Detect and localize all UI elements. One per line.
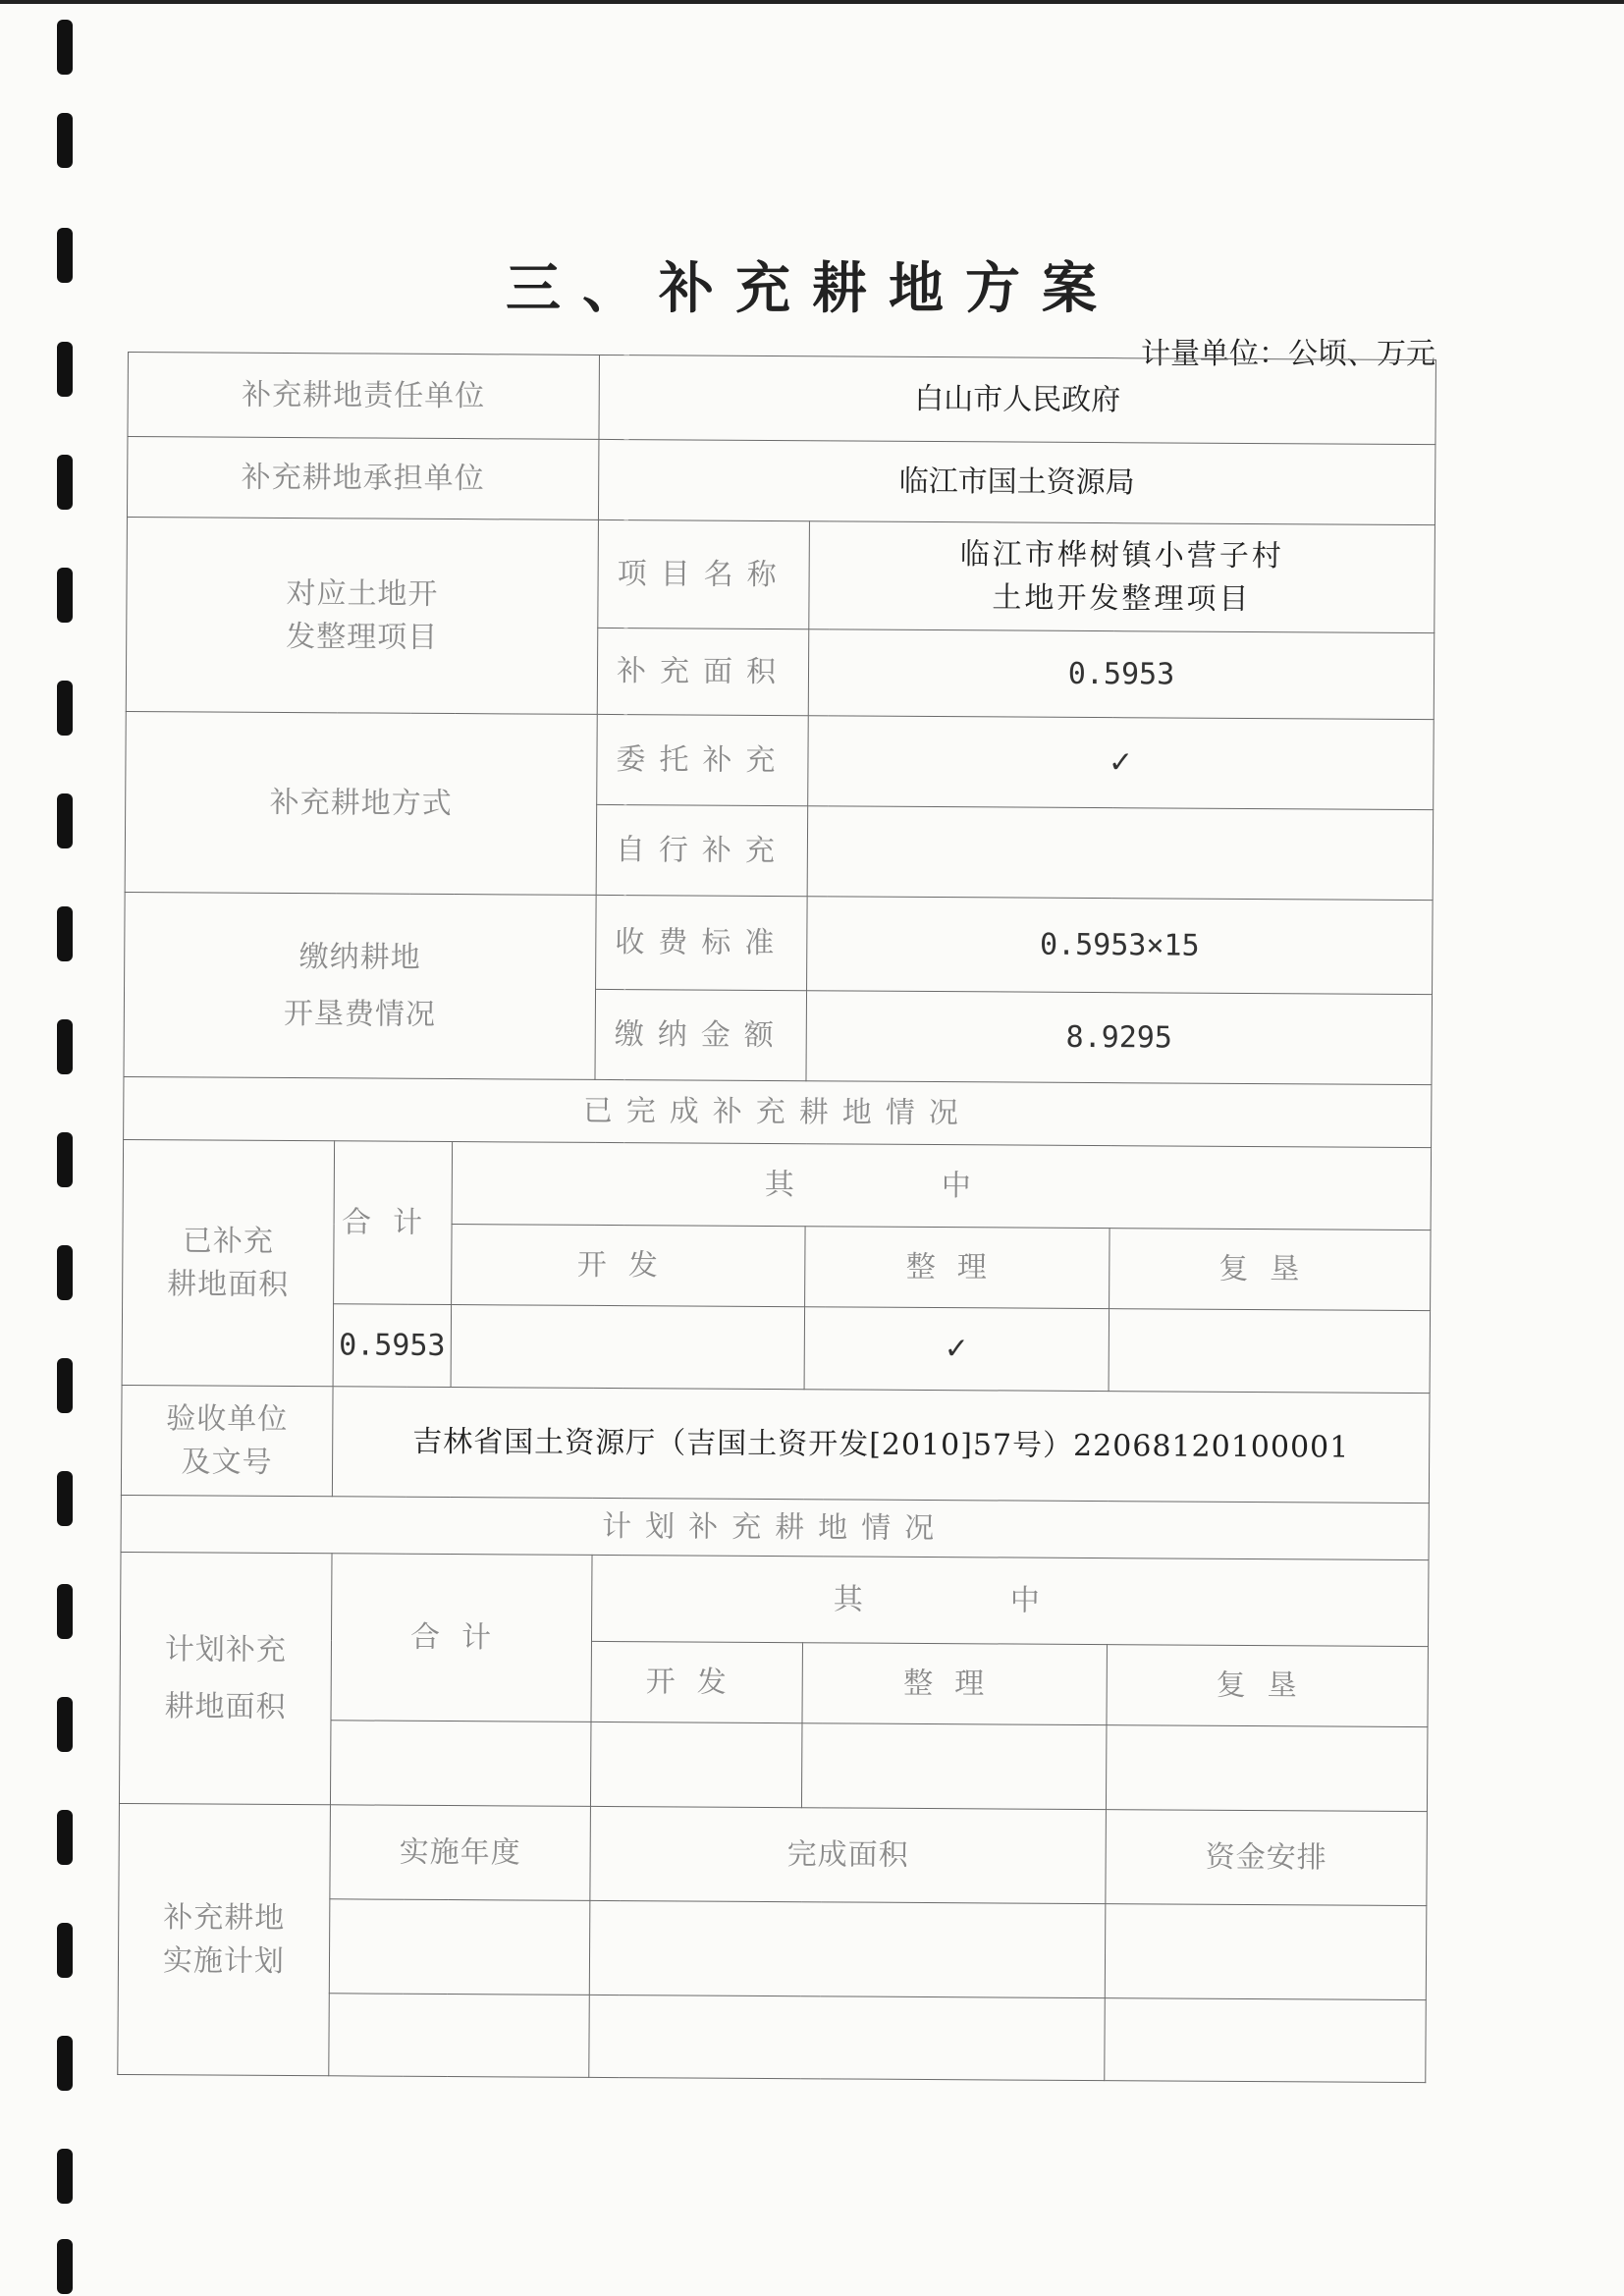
project-area-value: 0.5953 [808,629,1435,720]
plan-row2-year [329,1994,590,2078]
fee-standard-label: 收费标准 [596,895,808,990]
fee-amount-value: 8.9295 [806,991,1433,1085]
plan-funding-label: 资金安排 [1106,1810,1428,1906]
planned-area-label-line2: 耕地面积 [164,1688,287,1724]
project-label-line1: 对应土地开 [286,575,439,612]
planned-consolidate-label: 整理 [802,1643,1107,1725]
responsible-unit-label: 补充耕地责任单位 [128,353,600,440]
plan-label-line1: 补充耕地 [163,1900,286,1937]
acceptance-value: 吉林省国土资源厅（吉国土资开发[2010]57号）22068120100001 [332,1387,1430,1503]
fee-label [124,892,596,1079]
completed-total-label: 合计 [334,1141,453,1305]
project-name-line2: 土地开发整理项目 [992,579,1252,617]
completed-total-value: 0.5953 [333,1304,452,1388]
plan-row2-area [589,1995,1106,2080]
planned-reclaim-value [1106,1725,1428,1812]
completed-develop-value [451,1305,805,1390]
completed-reclaim-value [1109,1309,1431,1394]
responsible-unit-value: 白山市人民政府 [599,355,1436,444]
planned-reclaim-label: 复垦 [1107,1645,1429,1727]
units-note: 计量单位：公顷、万元 [1141,337,1435,371]
fee-amount-label: 缴纳金额 [595,989,807,1080]
project-name-line1: 临江市桦树镇小营子村 [959,537,1284,574]
acceptance-label-line2: 及文号 [181,1444,273,1480]
undertaking-unit-label: 补充耕地承担单位 [127,437,598,520]
plan-label [118,1803,331,2075]
planned-consolidate-value [801,1723,1107,1810]
completed-area-label-line2: 耕地面积 [167,1266,290,1302]
planned-area-label-line1: 计划补充 [164,1632,288,1668]
planned-section-title: 计划补充耕地情况 [121,1495,1429,1559]
binding-holes [57,20,77,2278]
planned-total-value [330,1721,591,1807]
self-label: 自行补充 [596,804,808,896]
planned-develop-value [590,1722,802,1807]
plan-row2-funding [1105,1998,1427,2083]
entrusted-check: ✓ [808,716,1435,810]
plan-done-area-label: 完成面积 [590,1806,1107,1903]
fee-label-line1: 缴纳耕地 [298,940,421,975]
completed-area-label [122,1139,335,1386]
fee-label-line2: 开垦费情况 [283,996,436,1032]
method-label: 补充耕地方式 [125,711,597,895]
page-title: 三、补充耕地方案 [506,256,1118,321]
plan-row1-year [329,1899,590,1995]
self-value [807,806,1434,901]
completed-develop-label: 开发 [452,1225,805,1307]
completed-reclaim-label: 复垦 [1110,1229,1432,1311]
completed-among-label: 其中 [452,1142,1432,1230]
completed-section-title: 已完成补充耕地情况 [124,1076,1432,1147]
fee-standard-value: 0.5953×15 [807,897,1434,995]
farmland-plan-table [117,352,1436,2083]
acceptance-label-line1: 验收单位 [166,1401,289,1438]
planned-develop-label: 开发 [591,1641,802,1722]
completed-consolidate-label: 整理 [805,1227,1110,1309]
plan-row1-funding [1105,1904,1427,2000]
project-area-label: 补充面积 [597,628,809,715]
plan-row1-area [589,1900,1106,1997]
plan-year-label: 实施年度 [330,1805,591,1901]
completed-consolidate-check: ✓ [804,1307,1110,1392]
project-label-line2: 发整理项目 [286,619,439,655]
plan-label-line2: 实施计划 [162,1942,286,1979]
undertaking-unit-value: 临江市国土资源局 [598,439,1435,524]
planned-among-label: 其中 [591,1555,1429,1646]
planned-area-label [119,1552,332,1804]
planned-total-label: 合计 [331,1554,592,1722]
entrusted-label: 委托补充 [597,714,809,805]
scan-top-edge [0,0,1624,4]
project-name-label: 项目名称 [598,519,810,629]
project-label [126,517,598,714]
acceptance-label [121,1385,333,1496]
project-name-value [809,521,1435,633]
completed-area-label-line1: 已补充 [182,1224,275,1259]
